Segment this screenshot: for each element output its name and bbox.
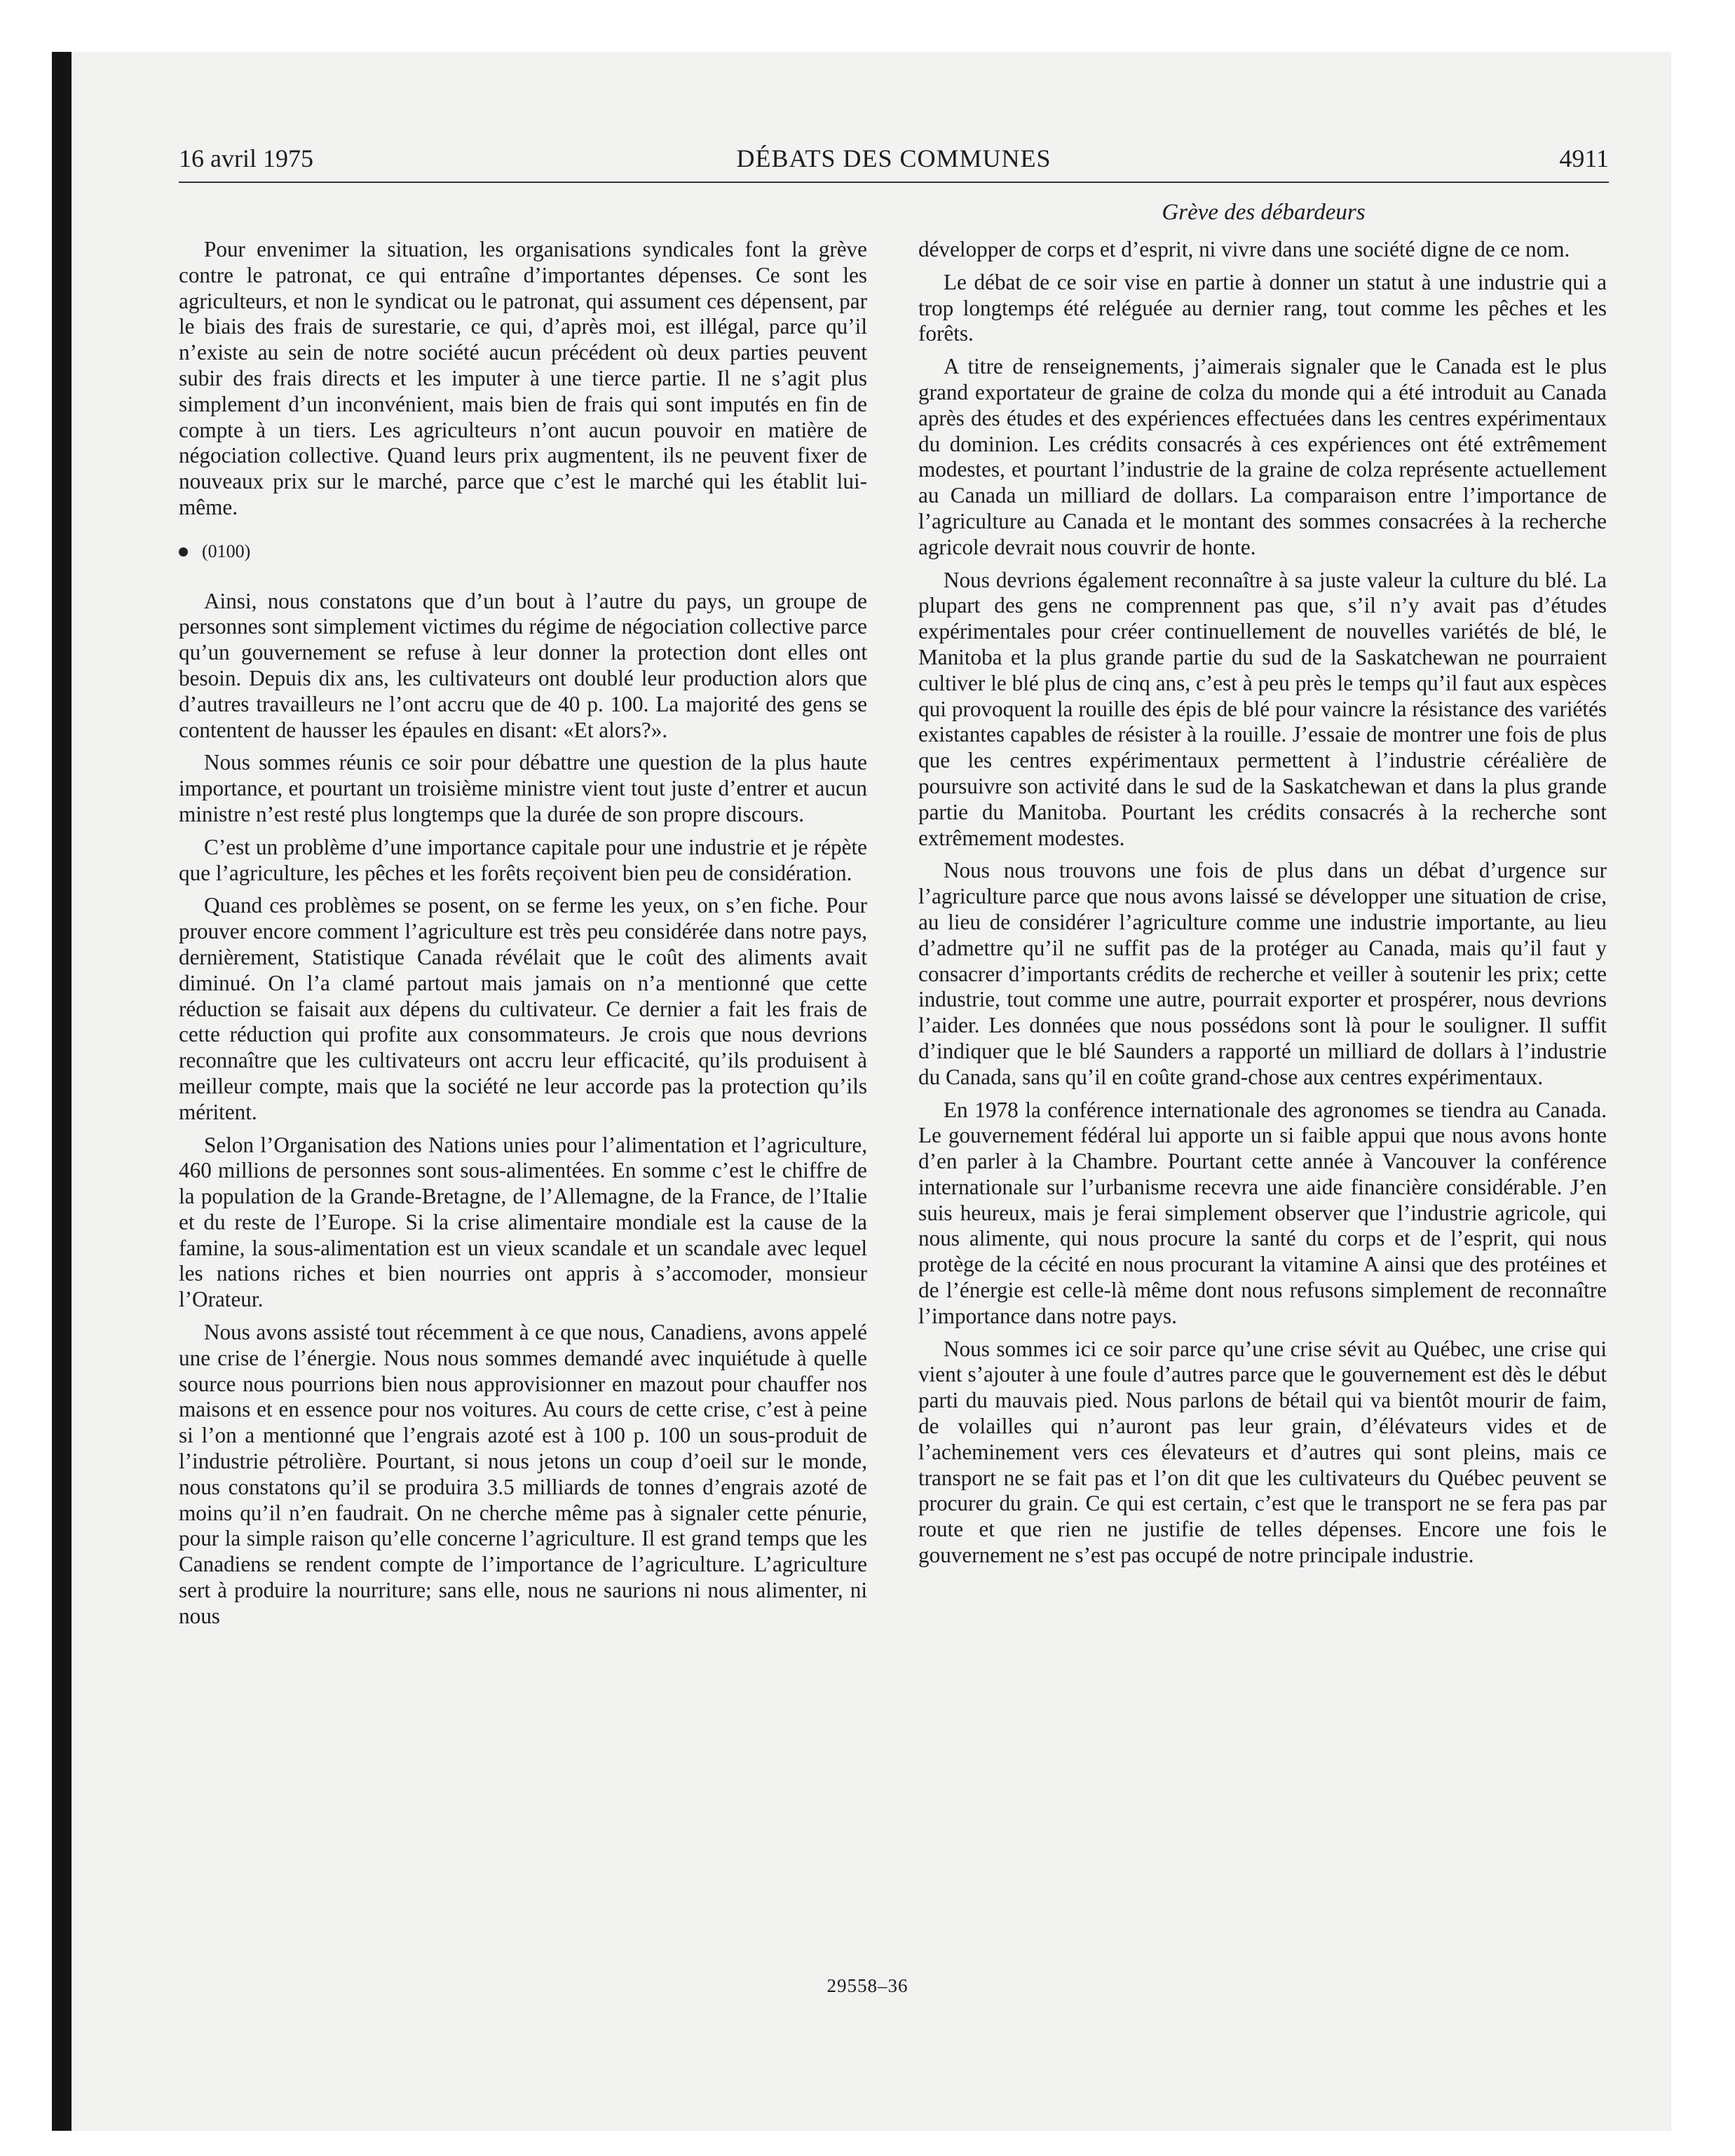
left-column [179,237,867,1637]
paragraph: A titre de renseignements, j’aimerais signaler que le Canada est le plus grand exportateur de graine de colza du monde qui a été introduit au Canada après des études et des expériences effectuées dans les centres expérimentaux du dominion. Les crédits consacrés à ces expériences ont été extrêmement modestes, et pourtant l’industrie de la graine de colza représente actuellement au Canada un milliard de dollars. La comparaison entre l’importance de l’agriculture au Canada et le montant des sommes consacrées à la recherche agricole devrait nous couvrir de honte. [918,354,1607,559]
running-head: Grève des débardeurs [1162,200,1366,225]
paragraph: Nous nous trouvons une fois de plus dans un débat d’urgence sur l’agriculture parce que nous avons laissé se développer une situation de crise, au lieu de considérer l’agriculture comme une industrie importante, au lieu d’admettre qu’il ne suffit pas de la protéger au Canada, mais qu’il faut y consacrer d’importants crédits de recherche et veiller à soutenir les prix; cette industrie, tout comme une autre, pourrait exporter et prospérer, nous devrions l’aider. Les données que nous possédons sont là pour le souligner. Il suffit d’indiquer que le blé Saunders a rapporté un milliard de dollars à l’industrie du Canada, sans qu’il en coûte grand-chose aux centres expérimentaux. [918,858,1607,1089]
paragraph: C’est un problème d’une importance capitale pour une industrie et je répète que l’agriculture, les pêches et les forêts reçoivent bien peu de considération. [179,834,867,885]
time-marker-label: (0100) [202,540,251,561]
paragraph: Nous sommes réunis ce soir pour débattre une question de la plus haute importance, et pourtant un troisième ministre vient tout juste d’entrer et aucun ministre n’est resté plus longtemps que la durée de son propre discours. [179,750,867,826]
header-title: DÉBATS DES COMMUNES [736,144,1052,172]
paragraph: Quand ces problèmes se posent, on se ferme les yeux, on s’en fiche. Pour prouver encore comment l’agriculture est très peu considérée dans notre pays, dernièrement, Statistique Canada révélait que le coût des aliments avait diminué. On l’a clamé partout mais jamais on n’a mentionné que cette réduction se faisait aux dépens du cultivateur. Ce dernier a fait les frais de cette réduction qui profite aux consommateurs. Je crois que nous devrions reconnaître que les cultivateurs ont accru leur efficacité, qu’ils produisent à meilleur compte, mais que la société ne leur accorde pas la protection qu’ils méritent. [179,893,867,1124]
paragraph: Selon l’Organisation des Nations unies pour l’alimentation et l’agriculture, 460 millions de personnes sont sous-alimentées. En somme c’est le chiffre de la population de la Grande-Bretagne, de l’Allemagne, de la France, de l’Italie et du reste de l’Europe. Si la crise alimentaire mondiale est la cause de la famine, la sous-alimentation est un vieux scandale et un scandale avec lequel les nations riches et bien nourries ont appris à s’accomoder, monsieur l’Orateur. [179,1132,867,1312]
header-page-number: 4911 [1559,144,1609,172]
paragraph: Nous avons assisté tout récemment à ce que nous, Canadiens, avons appelé une crise de l’énergie. Nous nous sommes demandé avec inquiétude à quelle source nous pourrions bien nous approvisionner en mazout pour chauffer nos maisons et en essence pour nos voitures. Au cours de cette crise, c’est à peine si l’on a mentionné que l’engrais azoté est à 100 p. 100 un sous-produit de l’industrie pétrolière. Pourtant, si nous jetons un coup d’oeil sur le monde, nous constatons qu’il se produira 3.5 milliards de tonnes d’engrais azoté de moins qu’il n’en faudrait. On ne cherche même pas à signaler cette pénurie, pour la simple raison qu’elle concerne l’agriculture. Il est grand temps que les Canadiens se rendent compte de l’importance de l’agriculture. L’agriculture sert à produire la nourriture; sans elle, nous ne saurions ni nous alimenter, ni nous [179,1320,867,1628]
right-column [918,237,1607,1576]
page-footer-code: 29558–36 [826,1975,909,1996]
paragraph: En 1978 la conférence internationale des agronomes se tiendra au Canada. Le gouvernement fédéral lui apporte un si faible appui que nous avons honte d’en parler à la Chambre. Pourtant cette année à Vancouver la conférence internationale sur l’urbanisme recevra une aide financière considérable. J’en suis heureux, mais je ferai simplement observer que l’industrie agricole, qui nous alimente, qui nous procure la santé du corps et de l’esprit, qui nous protège de la cécité en nous procurant la vitamine A ainsi que des protéines et de l’énergie est celle-là même dont nous refusons simplement de reconnaître l’importance dans notre pays. [918,1097,1607,1328]
page-header [179,144,1609,183]
paragraph: Ainsi, nous constatons que d’un bout à l’autre du pays, un groupe de personnes sont simplement victimes du régime de négociation collective parce qu’un gouvernement se refuse à leur donner la protection dont elles ont besoin. Depuis dix ans, les cultivateurs ont doublé leur production alors que d’autres travailleurs ne l’ont accru que de 40 p. 100. La majorité des gens se contentent de hausser les épaules en disant: «Et alors?». [179,588,867,742]
paragraph: Le débat de ce soir vise en partie à donner un statut à une industrie qui a trop longtemps été reléguée au dernier rang, tout comme les pêches et les forêts. [918,269,1607,346]
paragraph: Nous devrions également reconnaître à sa juste valeur la culture du blé. La plupart des gens ne comprennent pas que, s’il n’y avait pas d’études expérimentales pour créer continuellement de nouvelles variétés de blé, le Manitoba et la plus grande partie du sud de la Saskatchewan ne pourraient cultiver le blé plus de cinq ans, c’est à peu près le temps qu’il faut aux espèces qui provoquent la rouille des épis de blé pour vaincre la résistance des variétés existantes capables de résister à la rouille. J’essaie de montrer une fois de plus que les centres expérimentaux permettent à l’industrie céréalière de poursuivre son activité dans le sud de la Saskatchewan et dans la plus grande partie du Manitoba. Pourtant les crédits consacrés à la recherche sont extrêmement modestes. [918,567,1607,850]
bullet-icon [179,547,188,557]
paragraph-continuation: développer de corps et d’esprit, ni vivre dans une société digne de ce nom. [918,237,1570,261]
time-marker [179,539,867,565]
paragraph: Nous sommes ici ce soir parce qu’une crise sévit au Québec, une crise qui vient s’ajouter à une foule d’autres parce que le gouvernement est dès le début parti du mauvais pied. Nous parlons de bétail qui va bientôt mourir de faim, de volailles qui n’auront pas leur grain, d’élévateurs vides et de l’acheminement vers ces élevateurs et d’autres qui sont pleins, mais ce transport ne se fait pas et l’on dit que les cultivateurs du Québec peuvent se procurer du grain. Ce qui est certain, c’est que le transport ne se fera pas par route et que rien ne justifie de telles dépenses. Encore une fois le gouvernement ne s’est pas occupé de notre principale industrie. [918,1336,1607,1568]
paragraph: Pour envenimer la situation, les organisations syndicales font la grève contre le patronat, ce qui entraîne d’importantes dépenses. Ce sont les agriculteurs, et non le syndicat ou le patronat, qui assument ces dépensent, par le biais des frais de surestarie, ce qui, d’après moi, est illégal, parce qu’il n’existe au sein de notre société aucun précédent où deux parties peuvent subir des frais directs et les imputer à une tierce partie. Il ne s’agit plus simplement d’un inconvénient, mais bien de frais qui sont imputés en fin de compte à un tiers. Les agriculteurs n’ont aucun pouvoir en matière de négociation collective. Quand leurs prix augmentent, ils ne peuvent fixer de nouveaux prix sur le marché, parce que c’est le marché qui les établit lui-même. [179,237,867,519]
header-date: 16 avril 1975 [179,144,313,172]
